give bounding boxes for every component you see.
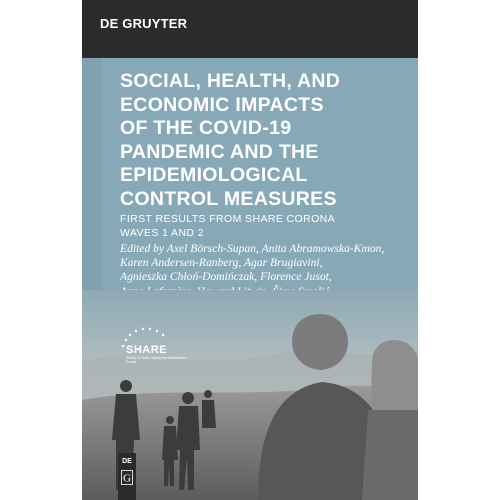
share-logo-tagline: Survey of Health, Ageing and Retirement in Europe: [126, 356, 188, 364]
book-title: [120, 70, 412, 212]
publisher-band: [82, 0, 418, 58]
book-cover: [82, 0, 418, 500]
subtitle-line: FIRST RESULTS FROM SHARE CORONA: [120, 213, 336, 225]
title-line: PANDEMIC AND THE: [120, 140, 319, 163]
book-subtitle: [120, 212, 410, 240]
editors-line: Edited by Axel Börsch-Supan, Anita Abramowska-Kmon,: [120, 242, 385, 255]
publisher-badge-letter-icon: [121, 470, 133, 485]
subtitle-line: WAVES 1 AND 2: [120, 227, 204, 239]
title-line: SOCIAL, HEALTH, AND: [120, 70, 341, 92]
svg-text:G: G: [123, 472, 131, 485]
publisher-name: DE GRUYTER: [100, 16, 188, 31]
title-line: OF THE COVID-19: [120, 117, 292, 140]
title-line: CONTROL MEASURES: [120, 187, 337, 210]
title-line: ECONOMIC IMPACTS: [120, 93, 324, 116]
title-line: EPIDEMIOLOGICAL: [120, 164, 308, 187]
editors-line: Agnieszka Chłoń-Domińczak, Florence Jusot,: [120, 270, 332, 284]
publisher-badge-text: DE: [122, 458, 132, 465]
editors-line: Karen Andersen-Ranberg, Agar Brugiavini,: [120, 256, 323, 270]
share-logo-word: SHARE: [126, 344, 168, 356]
